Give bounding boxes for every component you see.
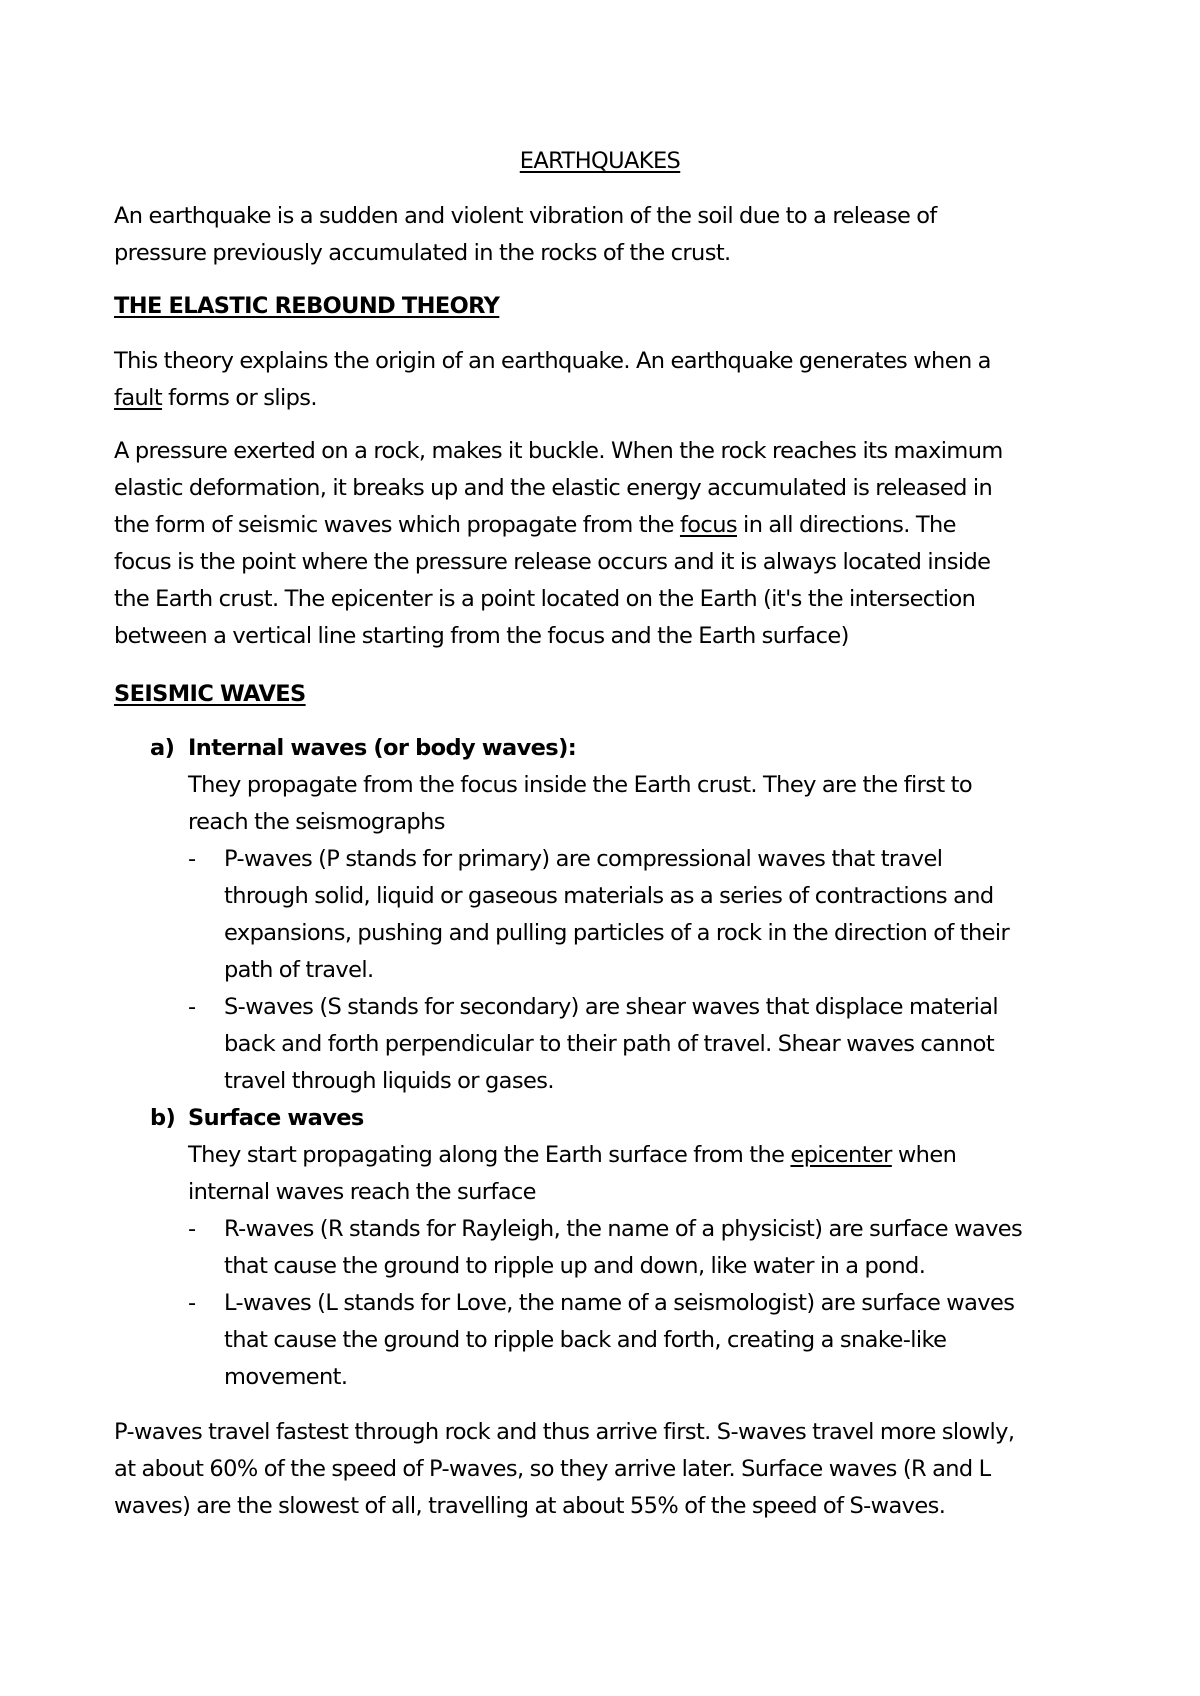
paragraph-line — [114, 507, 1114, 544]
s-waves-text — [224, 989, 1104, 1100]
paragraph-line — [188, 1137, 1088, 1174]
paragraph-line: P-waves (P stands for primary) are compressional waves that travel — [224, 846, 943, 872]
paragraph-line: that cause the ground to ripple back and forth, creating a snake-like — [224, 1327, 947, 1353]
bullet-dash: - — [188, 1290, 196, 1316]
paragraph-text: when — [891, 1142, 957, 1168]
list-item-b — [0, 1100, 1200, 1137]
paragraph-line: through solid, liquid or gaseous materials as a series of contractions and — [224, 883, 994, 909]
paragraph-line: This theory explains the origin of an earthquake. An earthquake generates when a — [114, 348, 991, 374]
fault-term: fault — [114, 385, 163, 411]
rebound-paragraph-1 — [114, 343, 1114, 417]
surface-waves-title: Surface waves — [188, 1105, 364, 1131]
paragraph-text: in all directions. The — [736, 512, 956, 538]
intro-line: pressure previously accumulated in the rocks of the crust. — [114, 240, 731, 266]
surface-waves-desc — [188, 1137, 1088, 1211]
paragraph-line: A pressure exerted on a rock, makes it buckle. When the rock reaches its maximum — [114, 438, 1003, 464]
bullet-dash: - — [188, 1216, 196, 1242]
paragraph-text: forms or slips. — [162, 385, 317, 411]
epicenter-term: epicenter — [790, 1142, 892, 1168]
paragraph-line: waves) are the slowest of all, travelling at about 55% of the speed of S-waves. — [114, 1493, 946, 1519]
l-waves-text — [224, 1285, 1104, 1396]
paragraph-line: movement. — [224, 1364, 348, 1390]
paragraph-line: P-waves travel fastest through rock and thus arrive first. S-waves travel more slowly, — [114, 1419, 1015, 1445]
rebound-heading: THE ELASTIC REBOUND THEORY — [114, 293, 500, 319]
paragraph-line — [114, 380, 1114, 417]
conclusion-paragraph — [114, 1414, 1114, 1525]
paragraph-text: the form of seismic waves which propagate from the — [114, 512, 680, 538]
paragraph-line: at about 60% of the speed of P-waves, so they arrive later. Surface waves (R and L — [114, 1456, 991, 1482]
paragraph-line: travel through liquids or gases. — [224, 1068, 554, 1094]
r-waves-text — [224, 1211, 1104, 1285]
focus-term: focus — [679, 512, 737, 538]
paragraph-line: internal waves reach the surface — [188, 1179, 536, 1205]
paragraph-line: the Earth crust. The epicenter is a point located on the Earth (it's the intersection — [114, 586, 976, 612]
intro-paragraph — [114, 198, 1114, 272]
internal-waves-desc — [188, 767, 1088, 841]
bullet-dash: - — [188, 994, 196, 1020]
page-title: EARTHQUAKES — [519, 148, 681, 174]
internal-waves-title: Internal waves (or body waves): — [188, 735, 577, 761]
list-marker-b: b) — [150, 1105, 176, 1131]
paragraph-line: reach the seismographs — [188, 809, 445, 835]
bullet-dash: - — [188, 846, 196, 872]
paragraph-line: expansions, pushing and pulling particles of a rock in the direction of their — [224, 920, 1010, 946]
list-item-a — [0, 730, 1200, 767]
paragraph-line: focus is the point where the pressure release occurs and it is always located inside — [114, 549, 991, 575]
paragraph-line: elastic deformation, it breaks up and the elastic energy accumulated is released in — [114, 475, 993, 501]
p-waves-text — [224, 841, 1104, 989]
list-marker-a: a) — [150, 735, 175, 761]
intro-line: An earthquake is a sudden and violent vibration of the soil due to a release of — [114, 203, 937, 229]
paragraph-line: They propagate from the focus inside the Earth crust. They are the first to — [188, 772, 973, 798]
paragraph-line: path of travel. — [224, 957, 374, 983]
paragraph-line: R-waves (R stands for Rayleigh, the name of a physicist) are surface waves — [224, 1216, 1023, 1242]
paragraph-line: back and forth perpendicular to their path of travel. Shear waves cannot — [224, 1031, 995, 1057]
seismic-heading: SEISMIC WAVES — [114, 681, 306, 707]
paragraph-line: L-waves (L stands for Love, the name of a seismologist) are surface waves — [224, 1290, 1015, 1316]
paragraph-line: that cause the ground to ripple up and down, like water in a pond. — [224, 1253, 926, 1279]
paragraph-line: between a vertical line starting from the focus and the Earth surface) — [114, 623, 849, 649]
paragraph-line: S-waves (S stands for secondary) are shear waves that displace material — [224, 994, 999, 1020]
rebound-paragraph-2 — [114, 433, 1114, 655]
paragraph-text: They start propagating along the Earth surface from the — [188, 1142, 791, 1168]
